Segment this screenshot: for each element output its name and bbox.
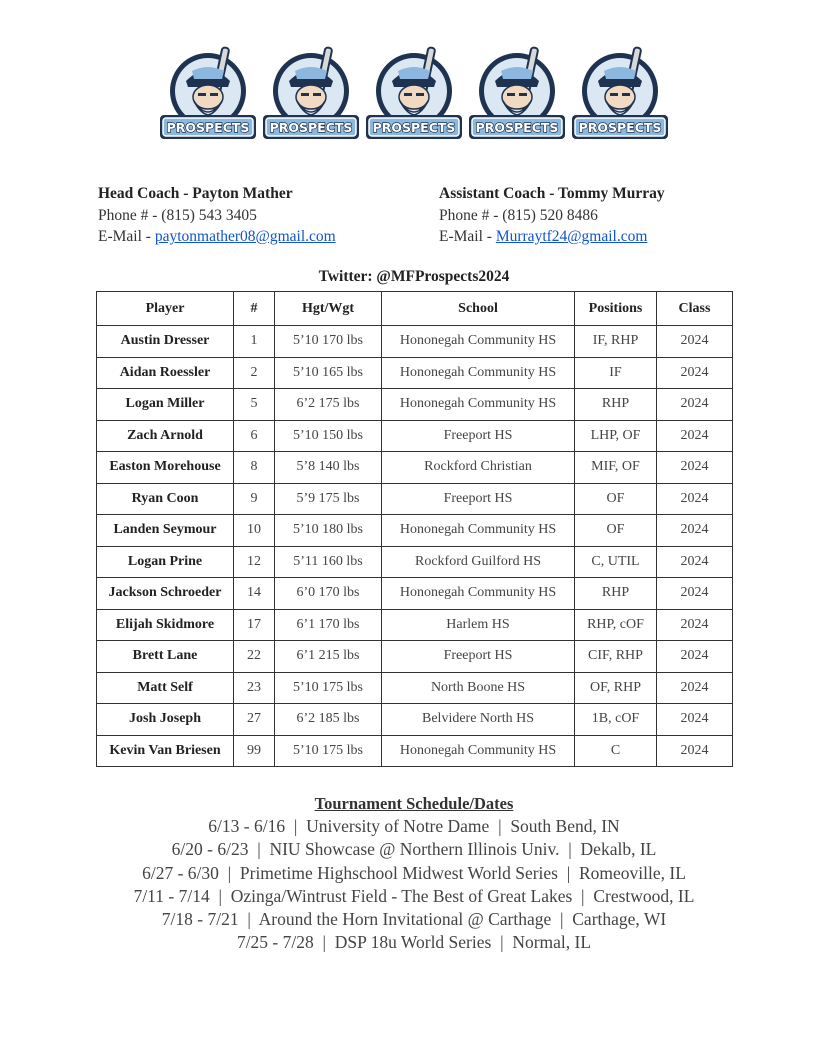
player-name-cell: Josh Joseph bbox=[97, 704, 234, 736]
schedule-item: 6/20 - 6/23 | NIU Showcase @ Northern Illinois Univ. | Dekalb, IL bbox=[171, 839, 657, 860]
column-header: Positions bbox=[575, 292, 657, 326]
table-row bbox=[97, 326, 733, 358]
table-row bbox=[97, 420, 733, 452]
table-row bbox=[97, 515, 733, 547]
positions-cell: LHP, OF bbox=[575, 420, 657, 452]
jersey-number-cell: 23 bbox=[234, 672, 275, 704]
positions-cell: OF, RHP bbox=[575, 672, 657, 704]
player-name-cell: Matt Self bbox=[97, 672, 234, 704]
positions-cell: C bbox=[575, 735, 657, 767]
player-name-cell: Easton Morehouse bbox=[97, 452, 234, 484]
positions-cell: OF bbox=[575, 483, 657, 515]
jersey-number-cell: 99 bbox=[234, 735, 275, 767]
table-row bbox=[97, 578, 733, 610]
height-weight-cell: 6’0 170 lbs bbox=[275, 578, 382, 610]
assistant-coach-title: Assistant Coach - Tommy Murray bbox=[439, 185, 665, 202]
class-year-cell: 2024 bbox=[657, 389, 733, 421]
height-weight-cell: 5’10 175 lbs bbox=[275, 735, 382, 767]
class-year-cell: 2024 bbox=[657, 578, 733, 610]
jersey-number-cell: 5 bbox=[234, 389, 275, 421]
logo-wordmark: PROSPECTS bbox=[475, 120, 559, 135]
roster-body bbox=[97, 326, 733, 767]
positions-cell: MIF, OF bbox=[575, 452, 657, 484]
jersey-number-cell: 27 bbox=[234, 704, 275, 736]
table-row bbox=[97, 357, 733, 389]
roster-table bbox=[96, 291, 733, 767]
player-name-cell: Jackson Schroeder bbox=[97, 578, 234, 610]
player-name-cell: Elijah Skidmore bbox=[97, 609, 234, 641]
table-row bbox=[97, 704, 733, 736]
tournament-schedule bbox=[96, 792, 732, 954]
jersey-number-cell: 1 bbox=[234, 326, 275, 358]
assistant-coach-email-link[interactable]: Murraytf24@gmail.com bbox=[495, 228, 648, 245]
column-header: Hgt/Wgt bbox=[275, 292, 382, 326]
height-weight-cell: 5’9 175 lbs bbox=[275, 483, 382, 515]
class-year-cell: 2024 bbox=[657, 420, 733, 452]
player-name-cell: Aidan Roessler bbox=[97, 357, 234, 389]
class-year-cell: 2024 bbox=[657, 704, 733, 736]
school-cell: Harlem HS bbox=[382, 609, 575, 641]
class-year-cell: 2024 bbox=[657, 735, 733, 767]
school-cell: Hononegah Community HS bbox=[382, 735, 575, 767]
prospects-logo bbox=[364, 41, 464, 147]
head-coach-email-line bbox=[98, 226, 336, 248]
player-name-cell: Brett Lane bbox=[97, 641, 234, 673]
player-name-cell: Zach Arnold bbox=[97, 420, 234, 452]
schedule-list bbox=[96, 815, 732, 954]
assistant-coach-info bbox=[439, 183, 665, 248]
head-coach-phone: Phone # - (815) 543 3405 bbox=[98, 206, 257, 224]
positions-cell: 1B, cOF bbox=[575, 704, 657, 736]
logo-wordmark: PROSPECTS bbox=[578, 120, 662, 135]
school-cell: Hononegah Community HS bbox=[382, 326, 575, 358]
assistant-coach-email-line bbox=[439, 226, 665, 248]
school-cell: Hononegah Community HS bbox=[382, 515, 575, 547]
height-weight-cell: 5’10 165 lbs bbox=[275, 357, 382, 389]
roster-header-row bbox=[97, 292, 733, 326]
logo-wordmark: PROSPECTS bbox=[372, 120, 456, 135]
class-year-cell: 2024 bbox=[657, 641, 733, 673]
prospects-logo bbox=[467, 41, 567, 147]
school-cell: Rockford Christian bbox=[382, 452, 575, 484]
class-year-cell: 2024 bbox=[657, 609, 733, 641]
column-header: # bbox=[234, 292, 275, 326]
schedule-item: 7/18 - 7/21 | Around the Horn Invitational @ Carthage | Carthage, WI bbox=[161, 909, 667, 930]
class-year-cell: 2024 bbox=[657, 483, 733, 515]
class-year-cell: 2024 bbox=[657, 452, 733, 484]
school-cell: Freeport HS bbox=[382, 420, 575, 452]
table-row bbox=[97, 452, 733, 484]
height-weight-cell: 6’1 215 lbs bbox=[275, 641, 382, 673]
height-weight-cell: 5’10 180 lbs bbox=[275, 515, 382, 547]
height-weight-cell: 5’11 160 lbs bbox=[275, 546, 382, 578]
jersey-number-cell: 17 bbox=[234, 609, 275, 641]
table-row bbox=[97, 483, 733, 515]
jersey-number-cell: 8 bbox=[234, 452, 275, 484]
assistant-coach-phone: Phone # - (815) 520 8486 bbox=[439, 206, 598, 224]
email-prefix: E-Mail - bbox=[439, 228, 496, 245]
logo-wordmark: PROSPECTS bbox=[166, 120, 250, 135]
height-weight-cell: 6’1 170 lbs bbox=[275, 609, 382, 641]
table-row bbox=[97, 546, 733, 578]
school-cell: North Boone HS bbox=[382, 672, 575, 704]
prospects-logo bbox=[570, 41, 670, 147]
schedule-item: 7/11 - 7/14 | Ozinga/Wintrust Field - The Best of Great Lakes | Crestwood, IL bbox=[133, 885, 695, 906]
schedule-item: 6/13 - 6/16 | University of Notre Dame | South Bend, IN bbox=[208, 816, 620, 837]
jersey-number-cell: 14 bbox=[234, 578, 275, 610]
school-cell: Hononegah Community HS bbox=[382, 389, 575, 421]
positions-cell: IF bbox=[575, 357, 657, 389]
class-year-cell: 2024 bbox=[657, 357, 733, 389]
player-name-cell: Logan Miller bbox=[97, 389, 234, 421]
class-year-cell: 2024 bbox=[657, 326, 733, 358]
table-row bbox=[97, 389, 733, 421]
height-weight-cell: 6’2 185 lbs bbox=[275, 704, 382, 736]
head-coach-email-link[interactable]: paytonmather08@gmail.com bbox=[154, 228, 336, 245]
height-weight-cell: 5’8 140 lbs bbox=[275, 452, 382, 484]
prospects-logo bbox=[158, 41, 258, 147]
schedule-item: 6/27 - 6/30 | Primetime Highschool Midwest World Series | Romeoville, IL bbox=[142, 862, 686, 883]
positions-cell: RHP bbox=[575, 578, 657, 610]
jersey-number-cell: 22 bbox=[234, 641, 275, 673]
positions-cell: C, UTIL bbox=[575, 546, 657, 578]
jersey-number-cell: 2 bbox=[234, 357, 275, 389]
class-year-cell: 2024 bbox=[657, 546, 733, 578]
logo-strip bbox=[158, 40, 670, 148]
school-cell: Hononegah Community HS bbox=[382, 578, 575, 610]
schedule-heading: Tournament Schedule/Dates bbox=[314, 794, 514, 813]
player-name-cell: Austin Dresser bbox=[97, 326, 234, 358]
player-name-cell: Ryan Coon bbox=[97, 483, 234, 515]
email-prefix: E-Mail - bbox=[98, 228, 155, 245]
school-cell: Freeport HS bbox=[382, 483, 575, 515]
logo-wordmark: PROSPECTS bbox=[269, 120, 353, 135]
player-name-cell: Logan Prine bbox=[97, 546, 234, 578]
height-weight-cell: 5’10 150 lbs bbox=[275, 420, 382, 452]
jersey-number-cell: 9 bbox=[234, 483, 275, 515]
jersey-number-cell: 10 bbox=[234, 515, 275, 547]
positions-cell: RHP, cOF bbox=[575, 609, 657, 641]
jersey-number-cell: 12 bbox=[234, 546, 275, 578]
column-header: School bbox=[382, 292, 575, 326]
positions-cell: RHP bbox=[575, 389, 657, 421]
positions-cell: IF, RHP bbox=[575, 326, 657, 358]
school-cell: Hononegah Community HS bbox=[382, 357, 575, 389]
height-weight-cell: 5’10 175 lbs bbox=[275, 672, 382, 704]
jersey-number-cell: 6 bbox=[234, 420, 275, 452]
class-year-cell: 2024 bbox=[657, 515, 733, 547]
school-cell: Rockford Guilford HS bbox=[382, 546, 575, 578]
school-cell: Freeport HS bbox=[382, 641, 575, 673]
class-year-cell: 2024 bbox=[657, 672, 733, 704]
column-header: Player bbox=[97, 292, 234, 326]
table-row bbox=[97, 609, 733, 641]
head-coach-title: Head Coach - Payton Mather bbox=[98, 185, 293, 202]
column-header: Class bbox=[657, 292, 733, 326]
table-row bbox=[97, 735, 733, 767]
table-row bbox=[97, 641, 733, 673]
height-weight-cell: 5’10 170 lbs bbox=[275, 326, 382, 358]
schedule-item: 7/25 - 7/28 | DSP 18u World Series | Normal, IL bbox=[236, 932, 592, 953]
player-name-cell: Landen Seymour bbox=[97, 515, 234, 547]
height-weight-cell: 6’2 175 lbs bbox=[275, 389, 382, 421]
prospects-logo bbox=[261, 41, 361, 147]
school-cell: Belvidere North HS bbox=[382, 704, 575, 736]
positions-cell: CIF, RHP bbox=[575, 641, 657, 673]
twitter-handle: Twitter: @MFProspects2024 bbox=[318, 268, 510, 285]
positions-cell: OF bbox=[575, 515, 657, 547]
head-coach-info bbox=[98, 183, 336, 248]
table-row bbox=[97, 672, 733, 704]
player-name-cell: Kevin Van Briesen bbox=[97, 735, 234, 767]
